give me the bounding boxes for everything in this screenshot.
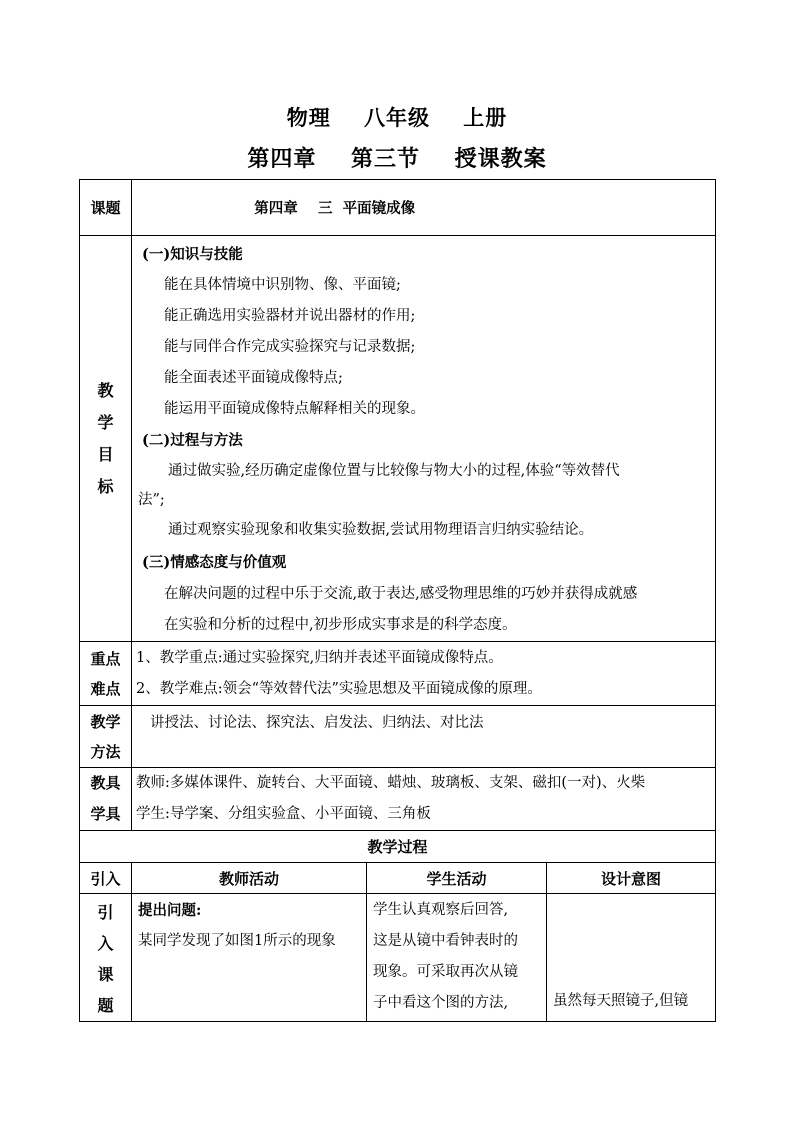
process-row-label [80,894,132,1022]
student-activity-line: 这是从镜中看钟表时的 [373,933,518,949]
keypoints-row [80,642,716,706]
section-heading: (三)情感态度与价值观 [142,554,287,571]
objective-text: 法”; [138,492,165,508]
design-intent-text: 虽然每天照镜子,但镜 [553,993,689,1009]
difficult-point: 2、教学难点:领会“等效替代法”实验思想及平面镜成像的原理。 [136,681,542,697]
process-label-char: 引 [97,903,114,922]
objectives-label-char: 学 [97,412,114,432]
topic-row [80,180,716,236]
objective-text: 通过观察实验现象和收集实验数据,尝试用物理语言归纳实验结论。 [168,522,594,538]
teacher-activity-heading: 提出问题: [138,902,202,919]
objective-text: 通过做实验,经历确定虚像位置与比较像与物大小的过程,体验“等效替代 [168,463,620,479]
objectives-label-char: 教 [97,380,114,400]
objective-item: 能正确选用实验器材并说出器材的作用; [164,308,416,324]
section-heading: (二)过程与方法 [142,432,243,449]
student-tools: 学生:导学案、分组实验盒、小平面镜、三角板 [136,806,431,822]
tools-content [132,768,716,831]
process-label-char: 入 [97,934,114,953]
objective-item: 能运用平面镜成像特点解释相关的现象。 [164,401,425,417]
student-activity-line: 学生认真观察后回答, [373,902,509,918]
objective-text: 在解决问题的过程中乐于交流,敢于表达,感受物理思维的巧妙并获得成就感 [164,586,638,602]
lesson-plan-table [79,179,716,1022]
design-intent [547,894,716,1022]
process-header-cell: 教师活动 [132,863,367,894]
process-label-char: 课 [97,965,114,984]
topic-value: 第四章 三 平面镜成像 [132,180,716,236]
objectives-content [132,236,716,642]
process-label-char: 题 [97,996,114,1015]
teacher-activity-text: 某同学发现了如图1所示的现象 [138,933,336,949]
teacher-tools: 教师:多媒体课件、旋转台、大平面镜、蜡烛、玻璃板、支架、磁扣(一对)、火柴 [136,775,646,791]
student-activity [367,894,547,1022]
teacher-activity [132,894,367,1022]
process-header-cell: 引入 [80,863,132,894]
process-header-cell: 学生活动 [367,863,547,894]
doc-subtitle: 第四章 第三节 授课教案 [247,146,547,172]
doc-title: 物理 八年级 上册 [286,105,508,130]
process-header-cell: 设计意图 [547,863,716,894]
objective-item: 能在具体情境中识别物、像、平面镜; [164,277,401,293]
objective-text: 在实验和分析的过程中,初步形成实事求是的科学态度。 [164,617,517,633]
objectives-label-char: 标 [97,476,114,496]
objective-item: 能全面表述平面镜成像特点; [164,370,343,386]
keypoints-label: 重点 难点 [80,642,132,706]
process-header-row [80,863,716,894]
process-title-row [80,831,716,863]
student-activity-line: 现象。可采取再次从镜 [373,964,518,980]
process-title: 教学过程 [80,831,716,863]
methods-content [132,706,716,768]
objectives-label [80,236,132,642]
student-activity-line: 子中看这个图的方法, [373,995,509,1011]
key-point: 1、教学重点:通过实验探究,归纳并表述平面镜成像特点。 [136,650,503,666]
methods-label: 教学 方法 [80,706,132,768]
topic-label: 课题 [80,180,132,236]
objectives-row [80,236,716,642]
process-row [80,894,716,1022]
section-heading: (一)知识与技能 [142,246,243,263]
methods-value: 讲授法、讨论法、探究法、启发法、归纳法、对比法 [150,715,484,731]
objectives-label-char: 目 [97,444,114,464]
methods-row [80,706,716,768]
tools-row [80,768,716,831]
tools-label: 教具 学具 [80,768,132,831]
keypoints-content [132,642,716,706]
objective-item: 能与同伴合作完成实验探究与记录数据; [164,339,416,355]
